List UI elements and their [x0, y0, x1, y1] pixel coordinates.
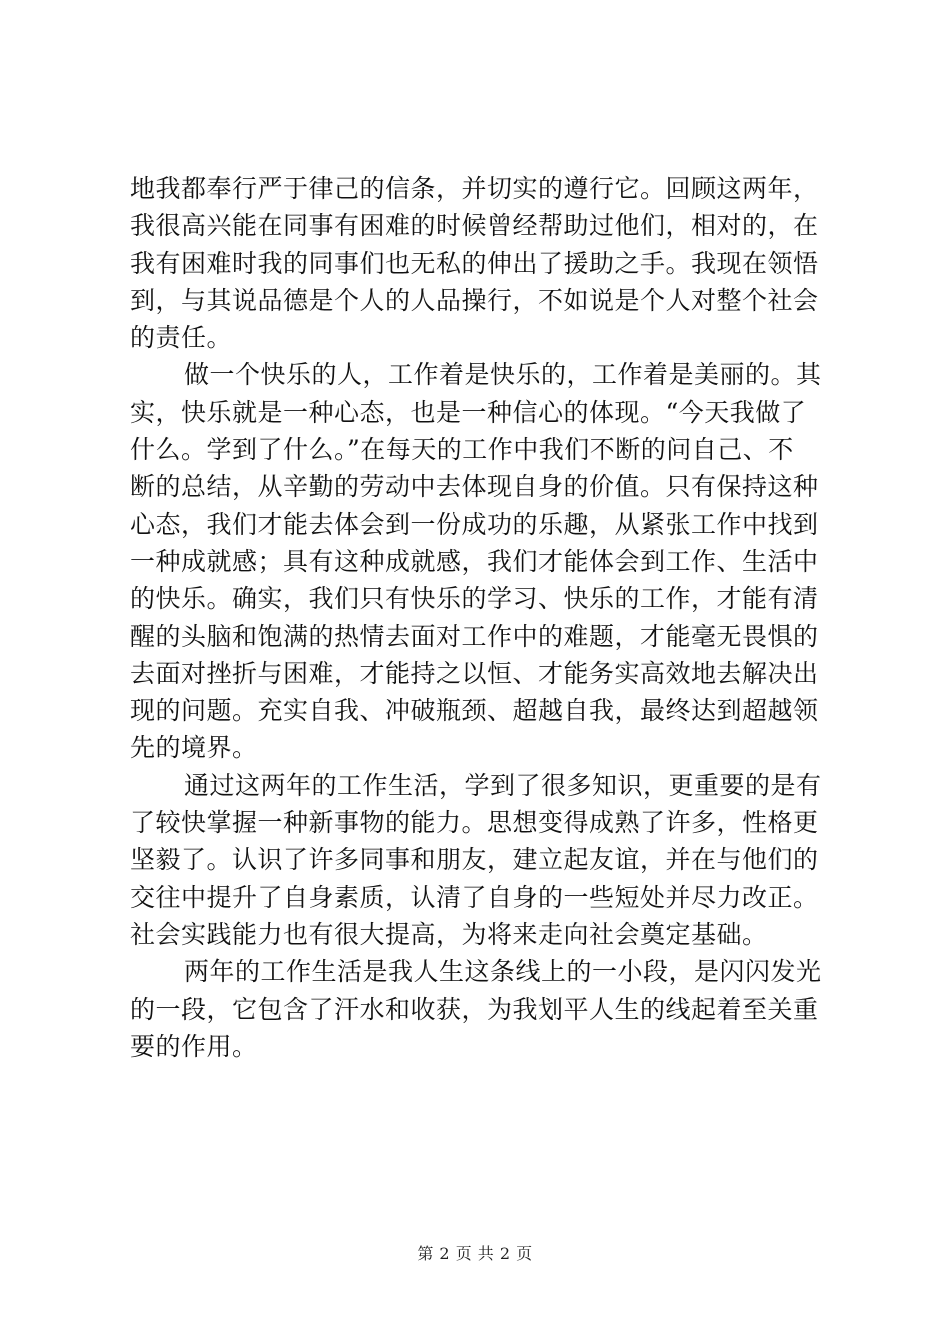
- text-line: 我有困难时我的同事们也无私的伸出了援助之手。我现在领悟: [130, 248, 819, 278]
- text-line: 一种成就感；具有这种成就感，我们才能体会到工作、生活中: [130, 546, 819, 576]
- text-line: 的快乐。确实，我们只有快乐的学习、快乐的工作，才能有清: [130, 584, 819, 614]
- text-line: 了较快掌握一种新事物的能力。思想变得成熟了许多，性格更: [130, 808, 819, 838]
- page-number-footer: 第 2 页 共 2 页: [417, 1244, 533, 1263]
- text-line: 要的作用。: [130, 1031, 258, 1061]
- paragraph-first-line: 做一个快乐的人，工作着是快乐的，工作着是美丽的。其: [184, 360, 822, 390]
- text-line: 去面对挫折与困难，才能持之以恒、才能务实高效地去解决出: [130, 658, 819, 688]
- text-line: 断的总结，从辛勤的劳动中去体现自身的价值。只有保持这种: [130, 472, 819, 502]
- text-line: 醒的头脑和饱满的热情去面对工作中的难题，才能毫无畏惧的: [130, 621, 819, 651]
- text-line: 坚毅了。认识了许多同事和朋友，建立起友谊，并在与他们的: [130, 845, 819, 875]
- paragraph-first-line: 两年的工作生活是我人生这条线上的一小段，是闪闪发光: [184, 957, 822, 987]
- text-line: 到，与其说品德是个人的人品操行，不如说是个人对整个社会: [130, 285, 819, 315]
- text-line: 心态，我们才能去体会到一份成功的乐趣，从紧张工作中找到: [130, 509, 819, 539]
- text-line: 我很高兴能在同事有困难的时候曾经帮助过他们，相对的，在: [130, 211, 819, 241]
- text-line: 什么。学到了什么。”在每天的工作中我们不断的问自己、不: [130, 435, 794, 465]
- text-line: 现的问题。充实自我、冲破瓶颈、超越自我，最终达到超越领: [130, 696, 819, 726]
- text-line: 的责任。: [130, 323, 233, 353]
- text-line: 地我都奉行严于律己的信条，并切实的遵行它。回顾这两年，: [130, 174, 819, 203]
- document-body: [130, 170, 830, 1065]
- text-line: 社会实践能力也有很大提高，为将来走向社会奠定基础。: [130, 919, 768, 949]
- text-line: 交往中提升了自身素质，认清了自身的一些短处并尽力改正。: [130, 882, 819, 912]
- paragraph-first-line: 通过这两年的工作生活，学到了很多知识，更重要的是有: [184, 770, 822, 800]
- text-line: 的一段，它包含了汗水和收获，为我划平人生的线起着至关重: [130, 994, 819, 1024]
- text-line: 实，快乐就是一种心态，也是一种信心的体现。“今天我做了: [130, 397, 807, 427]
- text-line: 先的境界。: [130, 733, 258, 763]
